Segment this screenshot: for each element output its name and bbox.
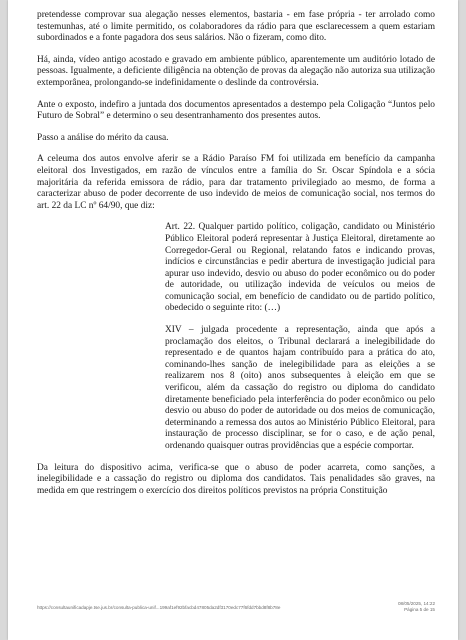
paragraph: Ante o exposto, indefiro a juntada dos documentos apresentados a destempo pela Coligação “Juntos pelo Futuro de Sobral” e determino o seu desentranhamento dos presentes autos. — [37, 99, 435, 122]
footer-url[interactable]: https://consultaunificadapje.tse.jus.br/consulta-publica-unif...199af1ef92bfacbd47805da2df3170edc77f6fdd7bbd8f8b78e — [37, 605, 281, 610]
paragraph: Passo a análise do mérito da causa. — [37, 132, 169, 143]
footer-datetime: 08/05/2025, 14:22 — [397, 601, 435, 606]
page-footer — [37, 601, 435, 621]
paragraph: Há, ainda, vídeo antigo acostado e gravado em ambiente público, aparentemente um auditório lotado de pessoas. Igualmente, a deficiente diligência na obtenção de provas da alegação não autoriza sua utilização extemporânea, prolongando-se indefinidamente o deslinde da controvérsia. — [37, 54, 435, 88]
footer-meta — [398, 601, 435, 613]
legal-quote: Art. 22. Qualquer partido político, coligação, candidato ou Ministério Público Eleitoral poderá representar à Justiça Eleitoral, diretamente ao Corregedor-Geral ou Regional, relatando fatos e indicando provas, indícios e circunstâncias e pedir abertura de investigação judicial para apurar uso indevido, desvio ou abuso do poder econômico ou do poder de autoridade, ou utilização indevida de veículos ou meios de comunicação social, em benefício de candidato ou de partido político, obedecido o seguinte rito: (…) — [165, 222, 435, 314]
paragraph: pretendesse comprovar sua alegação nesses elementos, bastaria - em fase própria - ter arrolado como testemunhas, até o limite permitido, os colaboradores da rádio para que esclarecessem a quem estariam subordinados e a fonte pagadora dos seus salários. Não o fizeram, como dito. — [37, 10, 435, 44]
legal-quote: XIV – julgada procedente a representação, ainda que após a proclamação dos eleitos, o Tribunal declarará a inelegibilidade do representado e de quantos hajam contribuído para a prática do ato, cominando-lhes sanção de inelegibilidade para as eleições a se realizarem nos 8 (oito) anos subsequentes à eleição em que se verificou, além da cassação do registro ou diploma do candidato diretamente beneficiado pela interferência do poder econômico ou pelo desvio ou abuso do poder de autoridade ou dos meios de comunicação, determinando a remessa dos autos ao Ministério Público Eleitoral, para instauração de processo disciplinar, se for o caso, e de ação penal, ordenando quaisquer outras providências que a espécie comportar. — [165, 325, 435, 451]
footer-page-number: Página 5 de 15 — [404, 607, 435, 612]
document-page — [8, 0, 458, 640]
paragraph: Da leitura do dispositivo acima, verifica-se que o abuso de poder acarreta, como sanções, a inelegibilidade e a cassação do registro ou diploma dos candidatos. Tais penalidades são graves, na medida em que restringem o exercício dos direitos políticos previstos na própria Constituição — [37, 462, 435, 496]
document-body — [37, 10, 435, 507]
paragraph: A celeuma dos autos envolve aferir se a Rádio Paraíso FM foi utilizada em benefício da campanha eleitoral dos Investigados, em razão de vínculos entre a família do Sr. Oscar Spíndola e a sócia majoritária da referida emissora de rádio, para dar tratamento privilegiado ao mesmo, de forma a caracterizar abuso de poder decorrente de uso indevido de meios de comunicação social, nos termos do art. 22 da LC nº 64/90, que diz: — [37, 154, 435, 211]
